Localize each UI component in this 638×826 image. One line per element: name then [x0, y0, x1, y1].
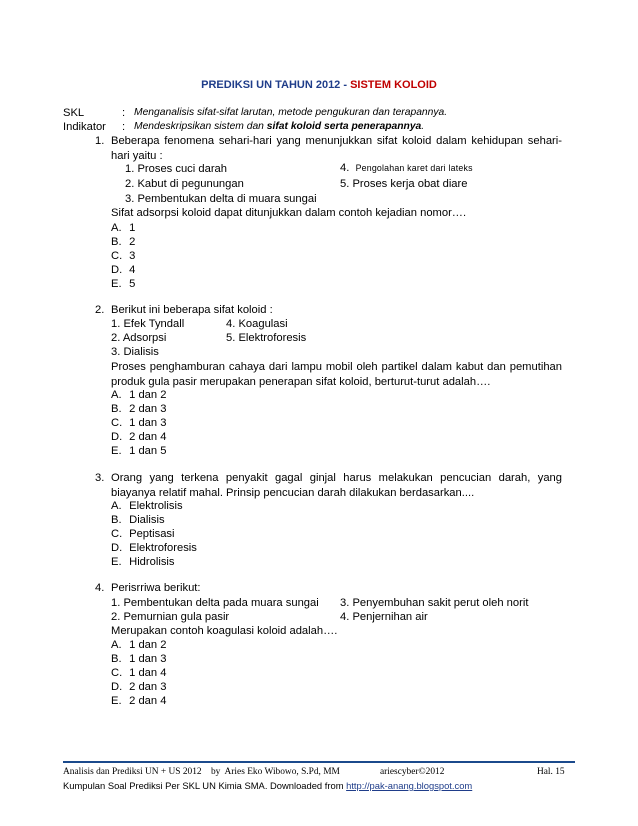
list-item: 3. Dialisis: [111, 346, 159, 358]
answer-option: A. 1 dan 2: [111, 639, 167, 651]
list-item: 5. Elektroforesis: [226, 332, 307, 344]
question-text: Berikut ini beberapa sifat koloid :: [111, 304, 273, 316]
list-item: 1. Proses cuci darah: [125, 163, 227, 175]
list-item: 4. Pengolahan karet dari lateks: [340, 162, 473, 174]
answer-option: A. Elektrolisis: [111, 500, 183, 512]
question-stem: Merupakan contoh koagulasi koloid adalah….: [111, 625, 338, 637]
footer-divider: [63, 761, 575, 763]
answer-option: B. 1 dan 3: [111, 653, 167, 665]
answer-option: A. 1: [111, 222, 136, 234]
list-item: 2. Pemurnian gula pasir: [111, 611, 230, 623]
skl-colon: :: [122, 107, 126, 119]
answer-option: C. Peptisasi: [111, 528, 175, 540]
answer-option: E. 5: [111, 278, 136, 290]
answer-option: C. 1 dan 4: [111, 667, 167, 679]
answer-option: B. Dialisis: [111, 514, 165, 526]
answer-option: D. 2 dan 3: [111, 681, 167, 693]
footer-link[interactable]: http://pak-anang.blogspot.com: [346, 780, 473, 791]
footer-source: Kumpulan Soal Prediksi Per SKL UN Kimia SMA. Downloaded from http://pak-anang.blogspot.com: [63, 780, 473, 791]
answer-option: E. 2 dan 4: [111, 695, 167, 707]
answer-option: B. 2: [111, 236, 136, 248]
answer-option: C. 3: [111, 250, 136, 262]
question-number: 4.: [95, 582, 105, 594]
list-item: 2. Kabut di pegunungan: [125, 178, 244, 190]
page-title: [0, 78, 638, 93]
question-text: Beberapa fenomena sehari-hari yang menunjukkan sifat koloid dalam kehidupan sehari-hari yaitu :: [111, 135, 562, 162]
answer-option: B. 2 dan 3: [111, 403, 167, 415]
answer-option: A. 1 dan 2: [111, 389, 167, 401]
footer-page-number: Hal. 15: [537, 767, 565, 777]
list-item: 2. Adsorpsi: [111, 332, 167, 344]
answer-option: C. 1 dan 3: [111, 417, 167, 429]
list-item: 1. Pembentukan delta pada muara sungai: [111, 597, 319, 609]
answer-option: D. 4: [111, 264, 136, 276]
question-text: Orang yang terkena penyakit gagal ginjal harus melakukan pencucian darah, yang biayanya relatif mahal. Prinsip pencucian darah dilakukan berdasarkan....: [111, 472, 562, 499]
list-item: 5. Proses kerja obat diare: [340, 178, 468, 190]
question-number: 2.: [95, 304, 105, 316]
list-item: 3. Pembentukan delta di muara sungai: [125, 193, 317, 205]
question-number: 3.: [95, 472, 105, 484]
skl-text: Menganalisis sifat-sifat larutan, metode pengukuran dan terapannya.: [134, 107, 448, 118]
list-item: 3. Penyembuhan sakit perut oleh norit: [340, 597, 529, 609]
title-prefix: PREDIKSI UN TAHUN 2012 -: [201, 79, 351, 91]
list-item: 4. Penjernihan air: [340, 611, 428, 623]
question-stem: Proses penghamburan cahaya dari lampu mobil oleh partikel dalam kabut dan pemutihan produk gula pasir merupakan penerapan sifat koloid, berturut-turut adalah….: [111, 361, 562, 388]
title-topic: SISTEM KOLOID: [350, 79, 437, 91]
list-item: 4. Koagulasi: [226, 318, 288, 330]
question-number: 1.: [95, 135, 105, 147]
question-stem: Sifat adsorpsi koloid dapat ditunjukkan dalam contoh kejadian nomor….: [111, 207, 467, 219]
footer-copyright: ariescyber©2012: [380, 767, 445, 777]
question-text: Perisrriwa berikut:: [111, 582, 201, 594]
answer-option: D. 2 dan 4: [111, 431, 167, 443]
indikator-colon: :: [122, 121, 126, 133]
answer-option: E. Hidrolisis: [111, 556, 175, 568]
list-item: 1. Efek Tyndall: [111, 318, 185, 330]
footer-credit: Analisis dan Prediksi UN + US 2012 by Aries Eko Wibowo, S.Pd, MM: [63, 767, 340, 777]
answer-option: D. Elektroforesis: [111, 542, 197, 554]
skl-label: SKL: [63, 107, 85, 119]
indikator-label: Indikator: [63, 121, 106, 133]
answer-option: E. 1 dan 5: [111, 445, 167, 457]
indikator-text: Mendeskripsikan sistem dan sifat koloid serta penerapannya.: [134, 121, 425, 132]
